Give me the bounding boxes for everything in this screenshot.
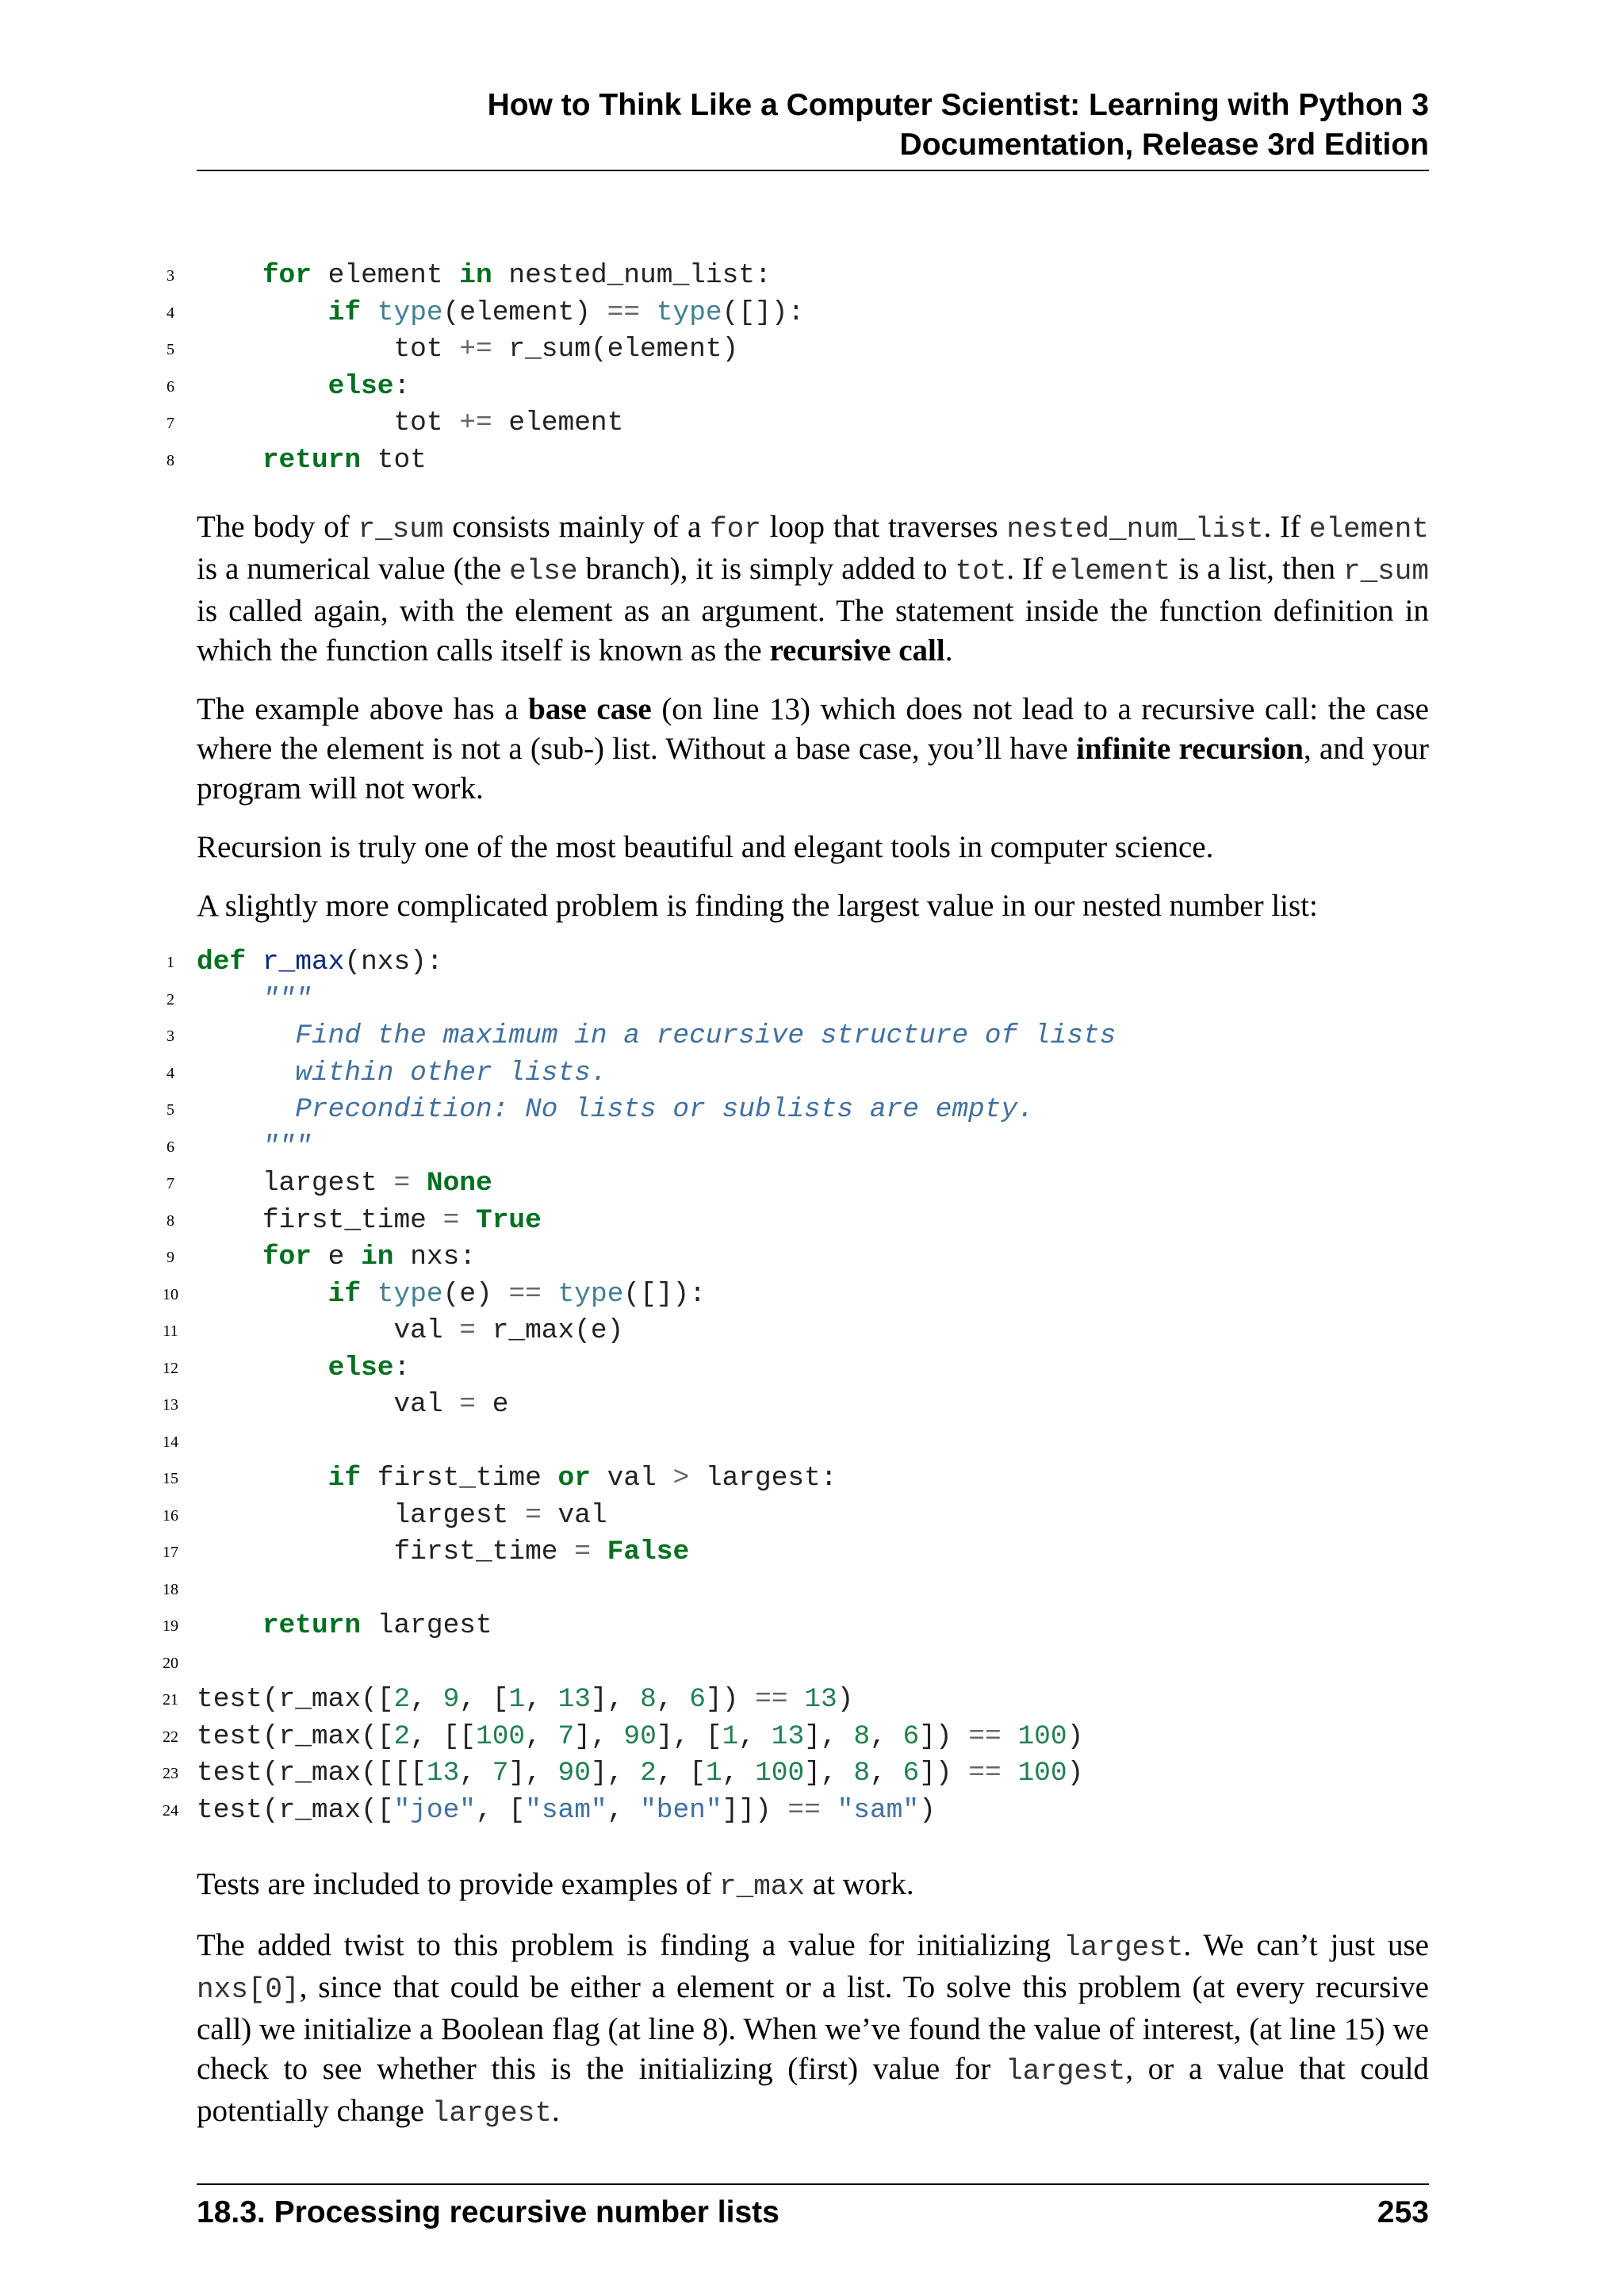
code-text: within other lists.	[197, 1057, 607, 1089]
page-number: 253	[1377, 2195, 1429, 2229]
line-number: 6	[167, 377, 174, 396]
line-number: 13	[163, 1396, 178, 1414]
code-text: return largest	[262, 1610, 492, 1641]
header-title-line-2: Documentation, Release 3rd Edition	[899, 128, 1429, 162]
code-text: val = e	[197, 1389, 509, 1420]
line-number: 21	[163, 1691, 178, 1709]
paragraph-recursion-beautiful: Recursion is truly one of the most beautiful and elegant tools in computer science.	[197, 830, 1214, 864]
code-text: for element in nested_num_list:	[262, 260, 772, 291]
code-text: Find the maximum in a recursive structure of lists	[197, 1020, 1116, 1051]
code-text: test(r_max([[[13, 7], 90], 2, [1, 100], 8, 6]) == 100)	[197, 1758, 1084, 1789]
code-text: else:	[327, 1352, 411, 1383]
header-rule	[197, 170, 1429, 171]
document-page	[163, 0, 1429, 2296]
line-number: 5	[167, 341, 174, 358]
code-text: tot += element	[197, 408, 624, 438]
line-number: 16	[163, 1506, 178, 1525]
line-number: 8	[167, 1211, 174, 1230]
line-number: 10	[163, 1285, 178, 1303]
line-number: 3	[167, 267, 174, 285]
prose-section-1	[197, 507, 1429, 926]
line-number: 17	[163, 1544, 178, 1561]
line-number: 22	[163, 1728, 178, 1746]
code-text: test(r_max(["joe", ["sam", "ben"]]) == "sam")	[197, 1794, 936, 1826]
paragraph-base-case: The example above has a base case (on line 13) which does not lead to a recursive call: the case where the element is not a (sub-) list. Without a base case, you’ll have infinite recursion, and your program will not work.	[197, 692, 1429, 806]
line-number: 24	[163, 1801, 178, 1820]
code-text: first_time = False	[197, 1536, 690, 1567]
code-text: for e in nxs:	[262, 1242, 477, 1272]
code-text: test(r_max([2, 9, [1, 13], 8, 6]) == 13)	[197, 1684, 854, 1715]
code-text: if type(e) == type([]):	[327, 1278, 706, 1310]
code-text: def r_max(nxs):	[197, 947, 443, 978]
code-text: Precondition: No lists or sublists are empty.	[197, 1094, 1034, 1125]
code-text: first_time = True	[197, 1204, 542, 1236]
footer-rule	[197, 2183, 1429, 2185]
code-text: if first_time or val > largest:	[327, 1463, 837, 1494]
line-number: 7	[167, 1175, 174, 1192]
paragraph-added-twist: The added twist to this problem is finding a value for initializing largest. We can’t just use nxs[0], since that could be either a element or a list. To solve this problem (at every recursive call) we initialize a Boolean flag (at line 8). When we’ve found the value of interest, (at line 15) we check to see whether this is the initializing (first) value for largest, or a value that could potentially change largest.	[197, 1928, 1429, 2130]
code-text: test(r_max([2, [[100, 7], 90], [1, 13], 8, 6]) == 100)	[197, 1720, 1084, 1752]
line-number: 7	[167, 415, 174, 432]
line-number: 11	[163, 1322, 178, 1340]
line-number: 23	[163, 1765, 178, 1782]
paragraph-r-sum-body: The body of r_sum consists mainly of a for loop that traverses nested_num_list. If element is a numerical value (the else branch), it is simply added to tot. If element is a list, then r_sum is called again, with the element as an argument. The statement inside the function definition in which the function calls itself is known as the recursive call.	[197, 510, 1429, 668]
code-text: val = r_max(e)	[197, 1315, 624, 1346]
line-number: 8	[167, 451, 174, 469]
line-number: 14	[163, 1433, 178, 1451]
code-text: else:	[327, 370, 411, 402]
prose-section-2	[197, 1865, 1429, 2133]
line-number: 20	[163, 1654, 178, 1672]
line-number: 12	[163, 1359, 178, 1377]
footer-section-title: 18.3. Processing recursive number lists	[197, 2195, 779, 2229]
line-number: 6	[167, 1138, 174, 1156]
line-number: 4	[167, 304, 174, 322]
paragraph-tests-included: Tests are included to provide examples of r_max at work.	[197, 1867, 914, 1903]
code-text: tot += r_sum(element)	[197, 334, 739, 365]
line-number: 2	[167, 990, 174, 1008]
line-number: 5	[167, 1101, 174, 1119]
term-recursive-call: recursive call	[769, 633, 945, 668]
line-number: 19	[163, 1617, 178, 1635]
code-text: if type(element) == type([]):	[327, 297, 805, 328]
paragraph-complicated-problem: A slightly more complicated problem is finding the largest value in our nested number list:	[197, 889, 1318, 923]
code-text: """	[197, 1131, 312, 1162]
line-number: 15	[163, 1470, 178, 1487]
line-number: 18	[163, 1580, 178, 1598]
line-number: 3	[167, 1027, 174, 1045]
code-text: largest = None	[197, 1168, 492, 1199]
code-text: """	[197, 983, 312, 1015]
term-base-case: base case	[528, 692, 652, 726]
header-title-line-1: How to Think Like a Computer Scientist: Learning with Python 3	[487, 88, 1429, 122]
running-header	[197, 86, 1429, 165]
line-number: 4	[167, 1064, 174, 1082]
code-text: return tot	[262, 444, 427, 476]
term-infinite-recursion: infinite recursion	[1076, 732, 1304, 766]
line-number: 9	[167, 1249, 174, 1266]
line-number: 1	[167, 954, 174, 971]
code-text: largest = val	[197, 1499, 607, 1531]
